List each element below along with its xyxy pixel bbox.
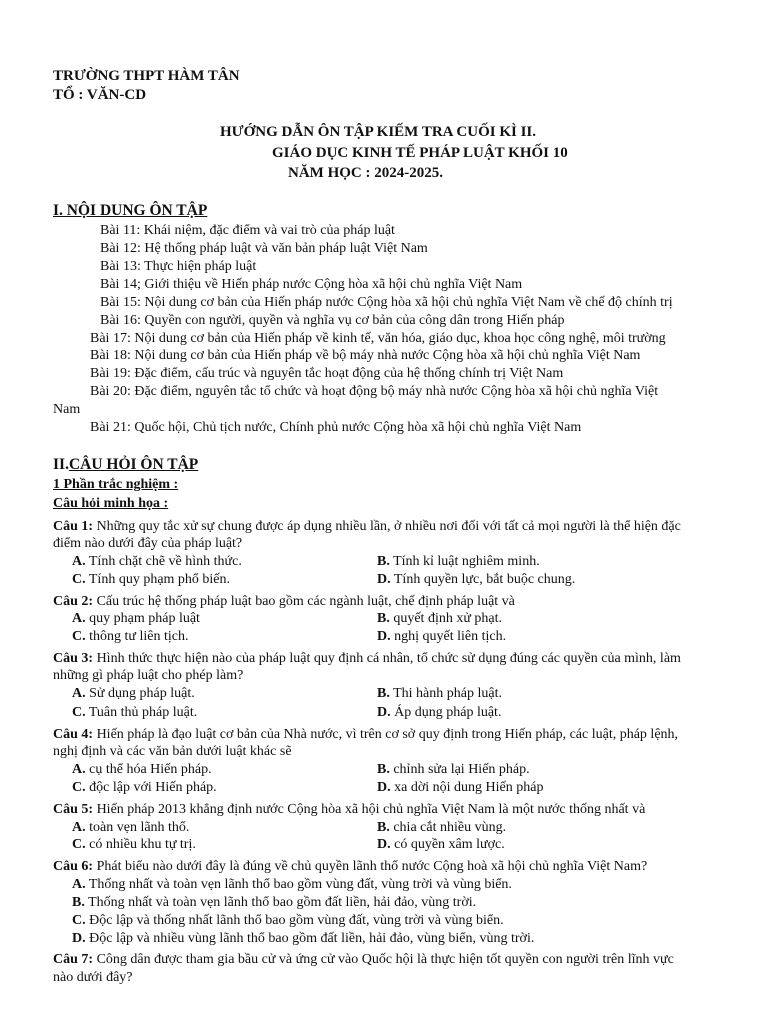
department-name: TỔ : VĂN-CD xyxy=(53,87,147,103)
option-a: A. Tính chặt chẽ về hình thức. xyxy=(72,554,242,569)
option-b: B. chia cắt nhiều vùng. xyxy=(377,820,507,835)
lesson-item: Bài 18: Nội dung cơ bản của Hiến pháp về bộ máy nhà nước Cộng hòa xã hội chủ nghĩa Việt Nam xyxy=(90,348,641,363)
option-b: B. chỉnh sửa lại Hiến pháp. xyxy=(377,762,530,777)
option-a: A. cụ thể hóa Hiến pháp. xyxy=(72,762,212,777)
subsection-sample-questions: Câu hỏi minh họa : xyxy=(53,496,169,511)
option-a: A. Sử dụng pháp luật. xyxy=(72,686,195,701)
subsection-multiple-choice: 1 Phần trắc nghiệm : xyxy=(53,477,179,492)
option-a: A. quy phạm pháp luật xyxy=(72,611,200,626)
option-b: B. Thi hành pháp luật. xyxy=(377,686,502,701)
question-2-text: Câu 2: Cấu trúc hệ thống pháp luật bao gồm các ngành luật, chế định pháp luật và xyxy=(53,594,515,609)
option-d: D. Áp dụng pháp luật. xyxy=(377,705,502,720)
lesson-item: Bài 14; Giới thiệu về Hiến pháp nước Cộng hòa xã hội chủ nghĩa Việt Nam xyxy=(100,277,523,292)
question-label: Câu 3: xyxy=(53,651,94,666)
lesson-item: Bài 17: Nội dung cơ bản của Hiến pháp về kinh tế, văn hóa, giáo dục, khoa học công nghệ, môi trường xyxy=(90,331,666,346)
lesson-item: Bài 11: Khái niệm, đặc điểm và vai trò của pháp luật xyxy=(100,223,395,238)
option-d: D. nghị quyết liên tịch. xyxy=(377,629,507,644)
option-a: A. Thống nhất và toàn vẹn lãnh thổ bao gồm vùng đất, vùng trời và vùng biển. xyxy=(72,877,512,892)
doc-title-line2: GIÁO DỤC KINH TẾ PHÁP LUẬT KHỐI 10 xyxy=(272,145,568,161)
option-d: D. Tính quyền lực, bắt buộc chung. xyxy=(377,572,576,587)
option-d: D. Độc lập và nhiều vùng lãnh thổ bao gồm đất liền, hải đảo, vùng biển, vùng trời. xyxy=(72,931,535,946)
option-c: C. Tính quy phạm phổ biến. xyxy=(72,572,231,587)
question-4-text-cont: nghị định và các văn bản dưới luật khác sẽ xyxy=(53,744,292,759)
option-d: D. có quyền xâm lược. xyxy=(377,837,505,852)
question-6-text: Câu 6: Phát biểu nào dưới đây là đúng về chủ quyền lãnh thổ nước Cộng hoà xã hội chủ nghĩa Việt Nam? xyxy=(53,859,648,874)
question-5-text: Câu 5: Hiến pháp 2013 khẳng định nước Cộng hòa xã hội chủ nghĩa Việt Nam là một nước thống nhất và xyxy=(53,802,646,817)
question-4-text: Câu 4: Hiến pháp là đạo luật cơ bản của Nhà nước, vì trên cơ sở quy định trong Hiến pháp, các luật, pháp lệnh, xyxy=(53,727,679,742)
lesson-item: Bài 15: Nội dung cơ bản của Hiến pháp nước Cộng hòa xã hội chủ nghĩa Việt Nam về chế độ chính trị xyxy=(100,295,673,310)
lesson-item: Bài 16: Quyền con người, quyền và nghĩa vụ cơ bản của công dân trong Hiến pháp xyxy=(100,313,565,328)
section2-heading-text: CÂU HỎI ÔN TẬP xyxy=(68,456,199,473)
lesson-item: Bài 13: Thực hiện pháp luật xyxy=(100,259,257,274)
option-c: C. có nhiều khu tự trị. xyxy=(72,837,196,852)
section2-heading xyxy=(53,456,198,474)
lesson-item: Bài 12: Hệ thống pháp luật và văn bản pháp luật Việt Nam xyxy=(100,241,428,256)
question-3-text: Câu 3: Hình thức thực hiện nào của pháp luật quy định cá nhân, tổ chức sử dụng đúng các quyền của mình, làm xyxy=(53,651,681,666)
doc-title-line3: NĂM HỌC : 2024-2025. xyxy=(288,165,443,181)
option-c: C. thông tư liên tịch. xyxy=(72,629,189,644)
option-b: B. Thống nhất và toàn vẹn lãnh thổ bao gồm đất liền, hải đảo, vùng trời. xyxy=(72,895,477,910)
question-label: Câu 4: xyxy=(53,727,94,742)
option-c: C. Tuân thủ pháp luật. xyxy=(72,705,198,720)
question-label: Câu 7: xyxy=(53,952,94,967)
option-c: C. độc lập với Hiến pháp. xyxy=(72,780,217,795)
question-label: Câu 2: xyxy=(53,594,94,609)
question-1-text-cont: điểm nào dưới đây của pháp luật? xyxy=(53,536,243,551)
doc-title-line1: HƯỚNG DẪN ÔN TẬP KIẾM TRA CUỐI KÌ II. xyxy=(220,124,537,140)
lesson-item: Bài 19: Đặc điểm, cấu trúc và nguyên tắc hoạt động của hệ thống chính trị Việt Nam xyxy=(90,366,564,381)
question-label: Câu 1: xyxy=(53,519,94,534)
question-1-text: Câu 1: Những quy tắc xử sự chung được áp dụng nhiều lần, ở nhiều nơi đối với tất cả mọi người là thể hiện đặc xyxy=(53,519,681,534)
school-name: TRƯỜNG THPT HÀM TÂN xyxy=(53,68,240,84)
option-c: C. Độc lập và thống nhất lãnh thổ bao gồm vùng đất, vùng trời và vùng biển. xyxy=(72,913,504,928)
question-7-text: Câu 7: Công dân được tham gia bầu cử và ứng cử vào Quốc hội là thực hiện tốt quyền con người trên lĩnh vực xyxy=(53,952,674,967)
lesson-item: Bài 20: Đặc điểm, nguyên tắc tổ chức và hoạt động bộ máy nhà nước Cộng hòa xã hội chủ nghĩa Việt xyxy=(90,384,659,399)
lesson-item-continuation: Nam xyxy=(53,402,81,417)
option-d: D. xa dời nội dung Hiến pháp xyxy=(377,780,544,795)
question-label: Câu 5: xyxy=(53,802,94,817)
lesson-item: Bài 21: Quốc hội, Chủ tịch nước, Chính phủ nước Cộng hòa xã hội chủ nghĩa Việt Nam xyxy=(90,420,582,435)
question-7-text-cont: nào dưới đây? xyxy=(53,970,133,985)
section2-heading-prefix: II. xyxy=(53,456,69,473)
option-b: B. Tính kỉ luật nghiêm minh. xyxy=(377,554,540,569)
section1-heading: I. NỘI DUNG ÔN TẬP xyxy=(53,202,208,219)
option-b: B. quyết định xử phạt. xyxy=(377,611,503,626)
option-a: A. toàn vẹn lãnh thổ. xyxy=(72,820,190,835)
question-label: Câu 6: xyxy=(53,859,94,874)
question-3-text-cont: những gì pháp luật cho phép làm? xyxy=(53,668,244,683)
